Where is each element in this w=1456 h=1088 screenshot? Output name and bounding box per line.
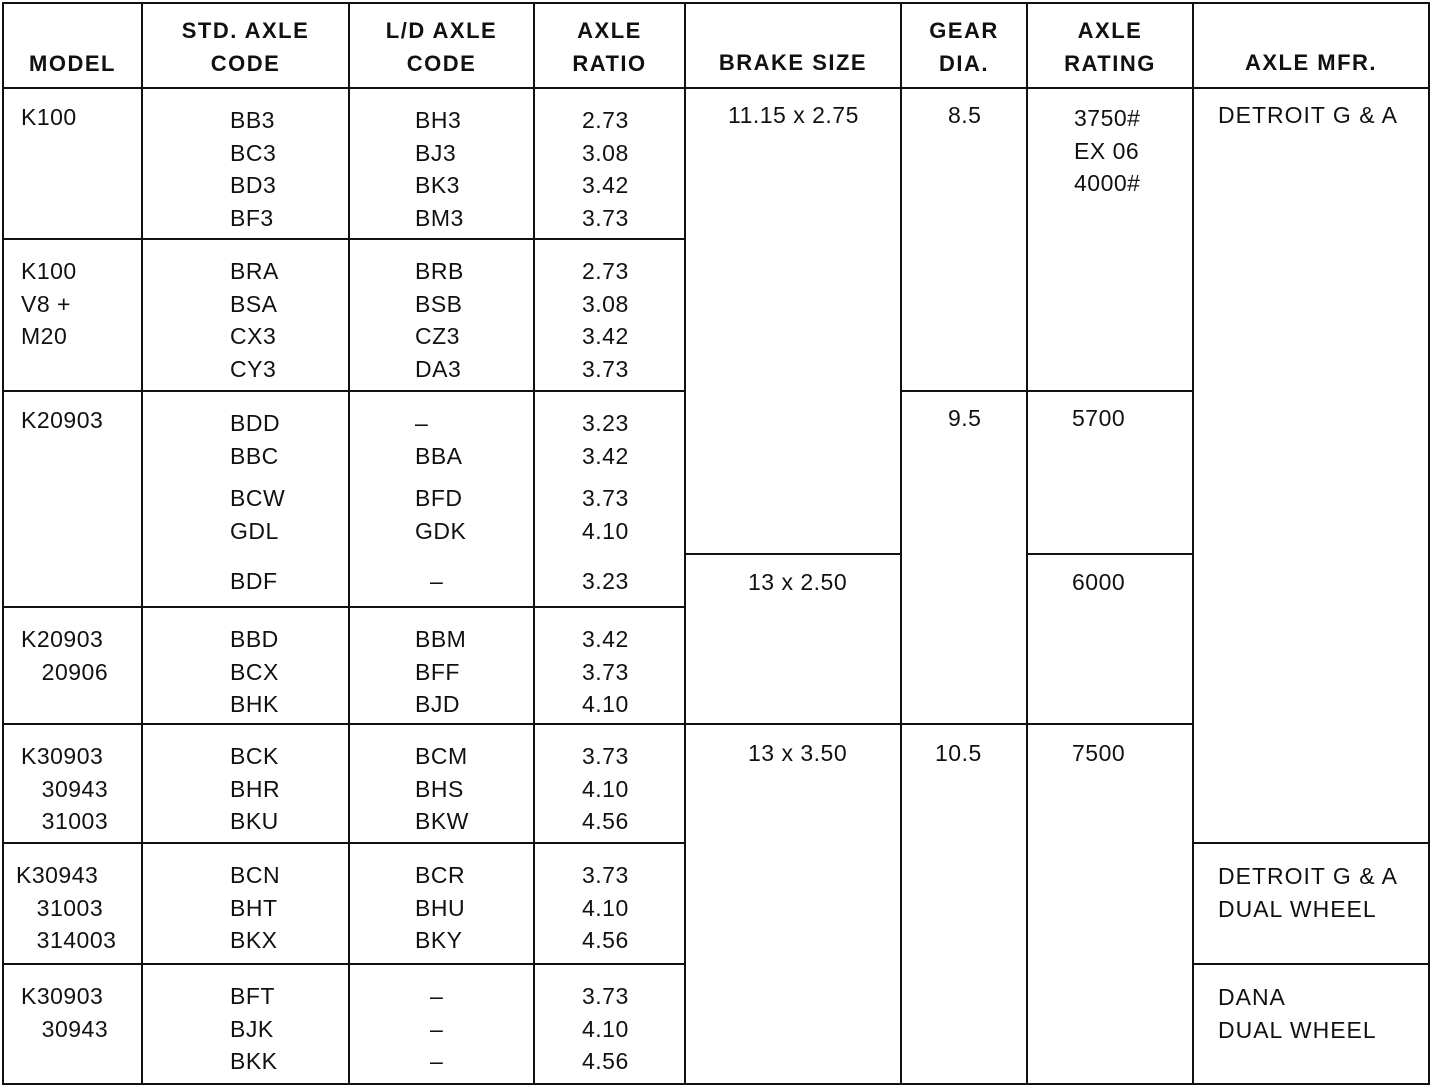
- header-gear-dia-cell: [900, 2, 1028, 89]
- ld-code-cell: [348, 842, 535, 965]
- model-cell: [2, 606, 143, 725]
- axle-rating-cell: [1026, 390, 1194, 555]
- std-code-list: BB3 BC3 BD3 BF3: [230, 107, 277, 231]
- model-cell: [2, 842, 143, 965]
- ld-code-list: BCM BHS BKW: [415, 743, 469, 834]
- ld-code-cell: [348, 87, 535, 240]
- ratio-cell: [533, 606, 686, 725]
- ratio-list: 3.23: [582, 568, 629, 594]
- header-brake-size: BRAKE SIZE: [718, 50, 868, 75]
- header-model: MODEL: [29, 51, 116, 76]
- header-ld-axle-code: L/D AXLE CODE: [385, 18, 498, 76]
- header-axle-ratio-cell: [533, 2, 686, 89]
- std-code-list: BFT BJK BKK: [230, 983, 278, 1074]
- model-text: K20903 20906: [21, 626, 109, 685]
- ld-code-list: BFD GDK: [415, 485, 467, 544]
- model-text: K30903 30943 31003: [21, 743, 109, 834]
- model-text: K20903: [21, 407, 104, 433]
- header-model-cell: [2, 2, 143, 89]
- ratio-cell: [533, 238, 686, 392]
- ld-code-list: – – –: [430, 983, 444, 1074]
- ratio-list: 3.42 3.73 4.10: [582, 626, 629, 717]
- ratio-list: 3.73 4.10 4.56: [582, 862, 629, 953]
- std-code-list: BBD BCX BHK: [230, 626, 279, 717]
- axle-rating-value: 6000: [1072, 569, 1126, 595]
- axle-rating-cell: [1026, 87, 1194, 392]
- ratio-list: 3.73 4.10 4.56: [582, 983, 629, 1074]
- brake-size-cell: [684, 723, 902, 1085]
- brake-size-cell: [684, 87, 902, 555]
- axle-rating-cell: [1026, 553, 1194, 725]
- ld-code-cell: [348, 606, 535, 725]
- std-code-list: BCW GDL: [230, 485, 286, 544]
- ratio-cell: [533, 723, 686, 844]
- model-cell: [2, 723, 143, 844]
- std-code-cell: [141, 238, 350, 392]
- ld-code-cell: [348, 963, 535, 1085]
- ratio-list: 3.73 4.10: [582, 485, 629, 544]
- model-text: K100: [21, 104, 77, 130]
- axle-mfr-cell: [1192, 963, 1430, 1085]
- gear-dia-cell: [900, 723, 1028, 1085]
- header-std-axle-code-cell: [141, 2, 350, 89]
- gear-dia-value: 10.5: [935, 740, 982, 766]
- header-axle-ratio: AXLE RATIO: [572, 18, 647, 76]
- header-axle-rating: AXLE RATING: [1064, 18, 1156, 76]
- ratio-list: 3.23 3.42: [582, 410, 629, 469]
- ld-code-list: – BBA: [415, 410, 463, 469]
- ratio-cell: [533, 842, 686, 965]
- axle-mfr-cell: [1192, 842, 1430, 965]
- ld-code-list: –: [430, 568, 444, 594]
- ld-code-cell: [348, 723, 535, 844]
- std-code-list: BDD BBC: [230, 410, 281, 469]
- model-text: K30903 30943: [21, 983, 109, 1042]
- std-code-cell: [141, 87, 350, 240]
- std-code-cell: [141, 963, 350, 1085]
- brake-size-value: 13 x 2.50: [748, 569, 848, 595]
- std-code-cell: [141, 842, 350, 965]
- ld-code-list: BRB BSB CZ3 DA3: [415, 258, 464, 382]
- model-cell: [2, 390, 143, 608]
- ratio-list: 2.73 3.08 3.42 3.73: [582, 258, 629, 382]
- std-code-cell: [141, 606, 350, 725]
- brake-size-value: 11.15 x 2.75: [728, 102, 859, 128]
- axle-rating-value: 5700: [1072, 405, 1126, 431]
- model-cell: [2, 87, 143, 240]
- axle-mfr-value: DETROIT G & A DUAL WHEEL: [1218, 863, 1398, 922]
- model-text: K100 V8 + M20: [21, 258, 77, 349]
- brake-size-cell: [684, 553, 902, 725]
- axle-mfr-cell: [1192, 87, 1430, 844]
- model-cell: [2, 238, 143, 392]
- ratio-list: 3.73 4.10 4.56: [582, 743, 629, 834]
- header-axle-mfr: AXLE MFR.: [1244, 50, 1378, 75]
- std-code-list: BCN BHT BKX: [230, 862, 281, 953]
- brake-size-value: 13 x 3.50: [748, 740, 848, 766]
- gear-dia-cell: [900, 390, 1028, 725]
- axle-rating-value: 3750# EX 06 4000#: [1074, 105, 1141, 196]
- ld-code-cell: [348, 390, 535, 608]
- header-std-axle-code: STD. AXLE CODE: [181, 18, 310, 76]
- ld-code-list: BCR BHU BKY: [415, 862, 466, 953]
- ld-code-list: BBM BFF BJD: [415, 626, 467, 717]
- axle-mfr-value: DANA DUAL WHEEL: [1218, 984, 1377, 1043]
- header-brake-size-cell: [684, 2, 902, 89]
- axle-rating-value: 7500: [1072, 740, 1126, 766]
- std-code-list: BRA BSA CX3 CY3: [230, 258, 279, 382]
- gear-dia-cell: [900, 87, 1028, 392]
- ratio-cell: [533, 963, 686, 1085]
- axle-mfr-value: DETROIT G & A: [1218, 102, 1398, 128]
- ld-code-cell: [348, 238, 535, 392]
- ratio-cell: [533, 87, 686, 240]
- model-text: K30943 31003 314003: [16, 862, 117, 953]
- model-cell: [2, 963, 143, 1085]
- std-code-list: BCK BHR BKU: [230, 743, 281, 834]
- axle-rating-cell: [1026, 723, 1194, 1085]
- gear-dia-value: 8.5: [948, 102, 982, 128]
- header-ld-axle-code-cell: [348, 2, 535, 89]
- ratio-list: 2.73 3.08 3.42 3.73: [582, 107, 629, 231]
- std-code-cell: [141, 390, 350, 608]
- header-axle-mfr-cell: [1192, 2, 1430, 89]
- std-code-list: BDF: [230, 568, 278, 594]
- gear-dia-value: 9.5: [948, 405, 982, 431]
- ld-code-list: BH3 BJ3 BK3 BM3: [415, 107, 464, 231]
- ratio-cell: [533, 390, 686, 608]
- header-gear-dia: GEAR DIA.: [929, 18, 999, 76]
- std-code-cell: [141, 723, 350, 844]
- header-axle-rating-cell: [1026, 2, 1194, 89]
